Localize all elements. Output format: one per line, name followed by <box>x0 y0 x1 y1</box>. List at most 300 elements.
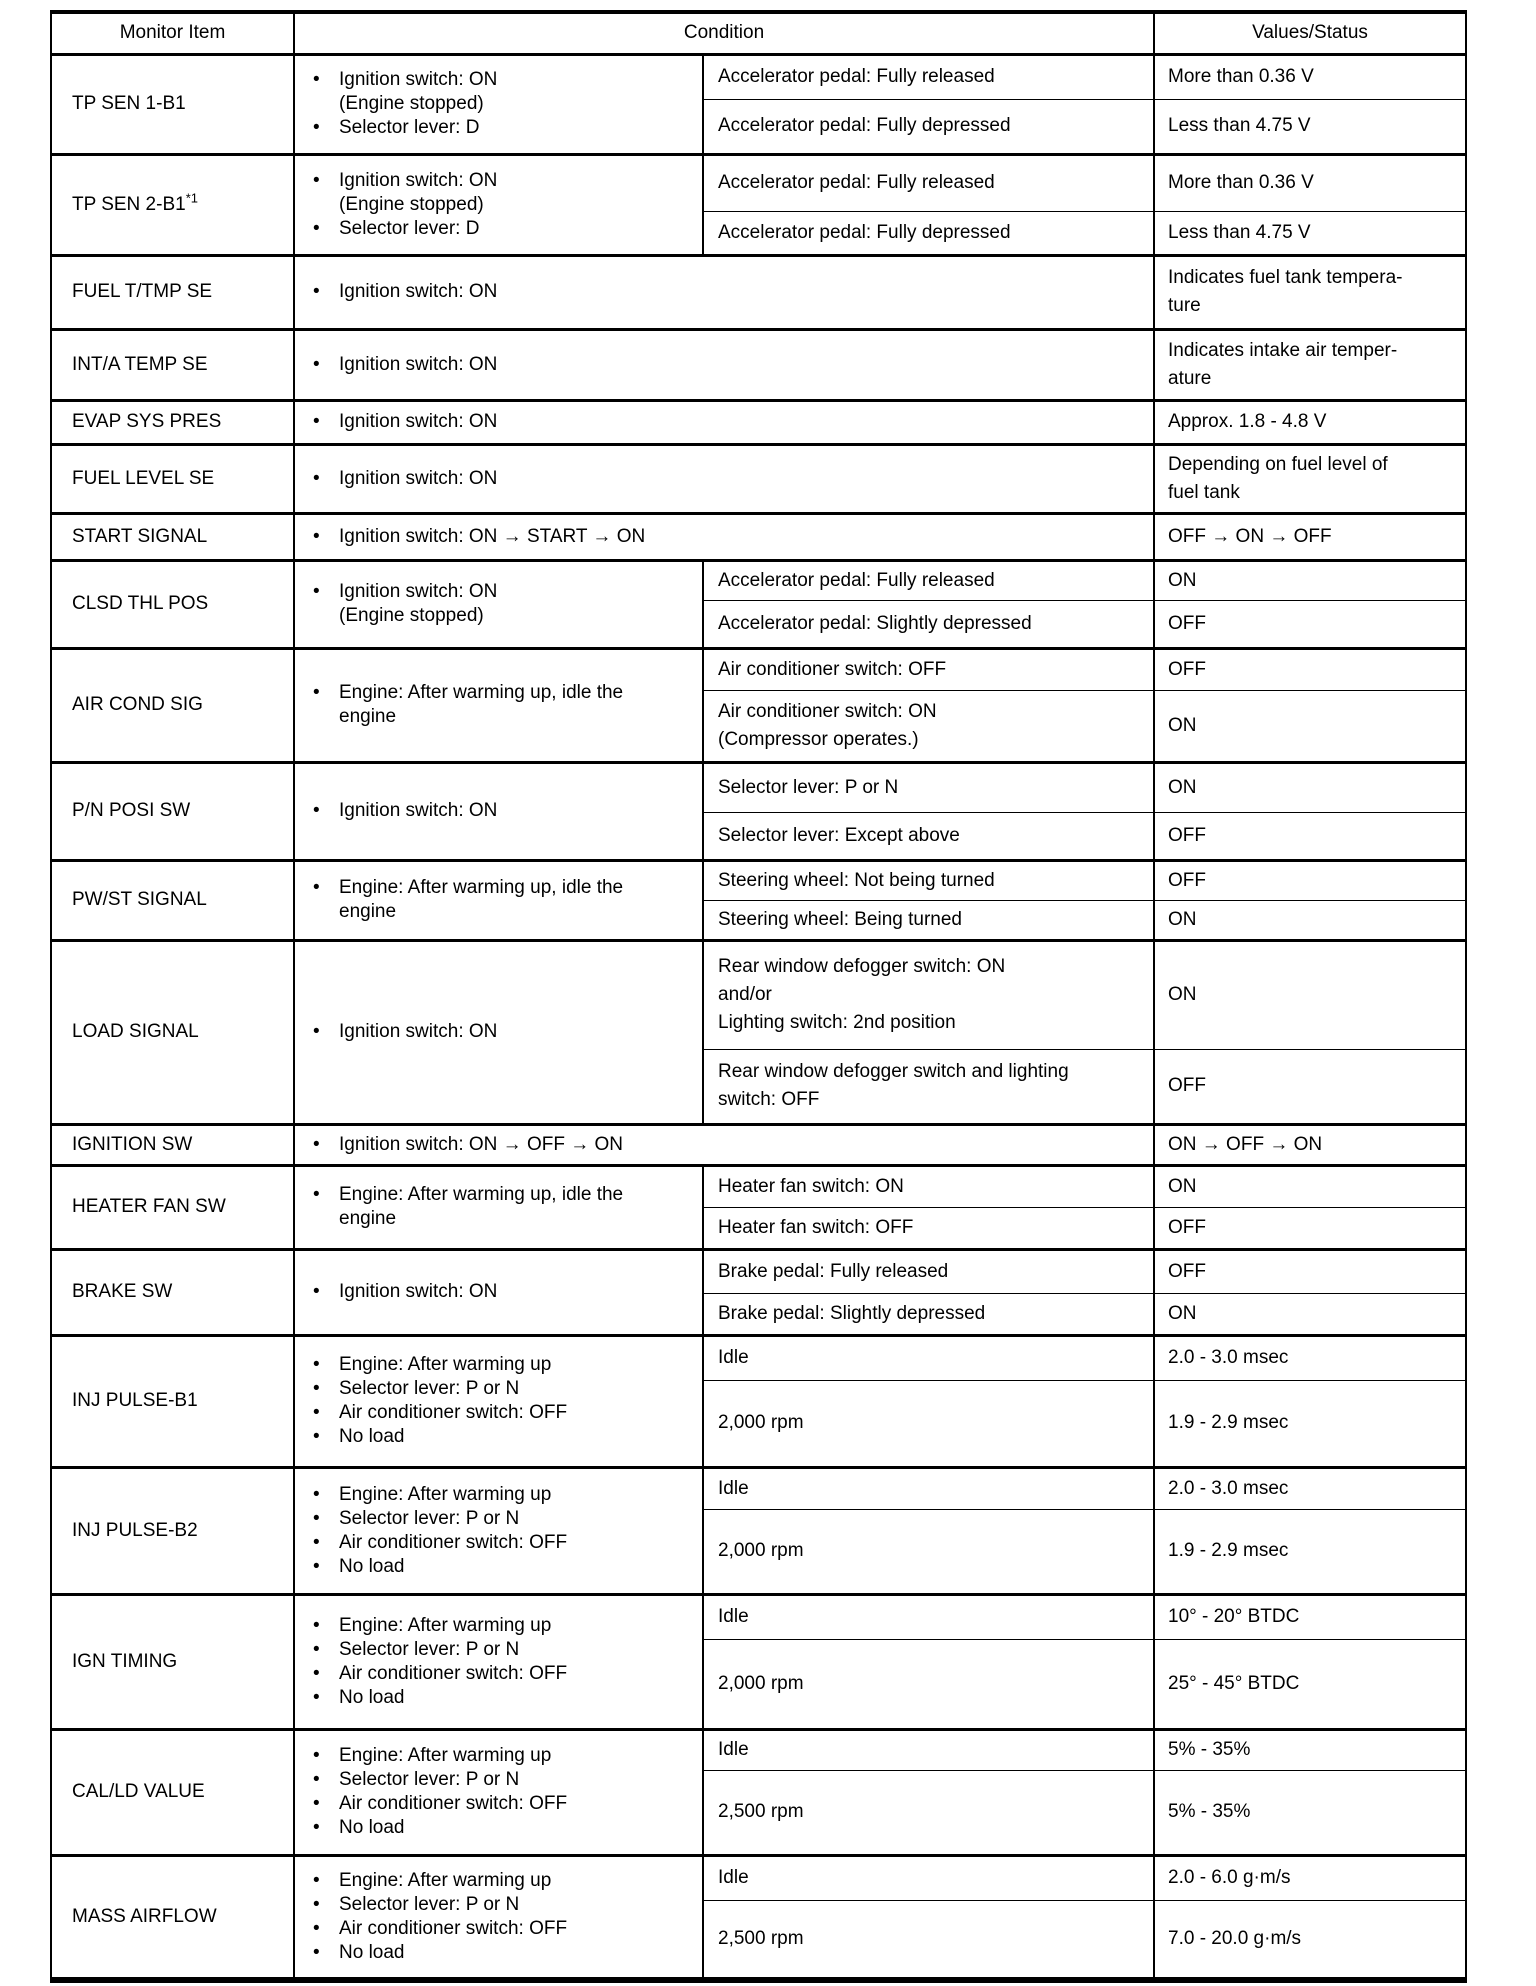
sub-condition-cell <box>703 940 1154 1049</box>
condition-text: No load <box>339 1686 405 1708</box>
monitor-item-cell <box>51 255 294 329</box>
condition-cell <box>294 444 1154 513</box>
sub-condition-line: Accelerator pedal: Slightly depressed <box>718 612 1032 634</box>
bullet-icon: • <box>313 1184 320 1205</box>
bullet-icon: • <box>313 1426 320 1447</box>
bullet-icon: • <box>313 467 320 489</box>
condition-text: Selector lever: P or N <box>339 1893 520 1915</box>
condition-text: Ignition switch: ON <box>339 69 498 90</box>
condition-line <box>311 1020 692 1044</box>
condition-text: Selector lever: P or N <box>339 1769 520 1790</box>
sub-condition-line: Accelerator pedal: Fully released <box>718 569 995 591</box>
sub-condition-line: Selector lever: P or N <box>718 776 899 798</box>
condition-line <box>311 280 1143 304</box>
condition-line <box>311 580 692 604</box>
sub-condition-cell <box>703 1049 1154 1124</box>
value-line: 5% - 35% <box>1168 1801 1251 1822</box>
sub-condition-cell <box>703 54 1154 99</box>
table-row <box>51 1729 1466 1770</box>
value-cell <box>1154 54 1466 99</box>
condition-line <box>311 1792 692 1816</box>
value-cell <box>1154 211 1466 255</box>
condition-text: Ignition switch: ON <box>339 800 498 821</box>
condition-line <box>311 1555 692 1579</box>
condition-text: engine <box>339 901 397 922</box>
condition-line <box>311 1686 692 1710</box>
monitor-item-label: HEATER FAN SW <box>72 1196 226 1217</box>
table-row <box>51 1594 1466 1639</box>
condition-line <box>311 1662 692 1686</box>
table-row <box>51 329 1466 400</box>
value-cell <box>1154 99 1466 154</box>
monitor-item-label: IGN TIMING <box>72 1650 178 1672</box>
condition-line <box>311 1507 692 1531</box>
value-cell <box>1154 1639 1466 1729</box>
monitor-item-cell <box>51 648 294 762</box>
table-row <box>51 1335 1466 1380</box>
value-line: OFF <box>1168 869 1206 891</box>
bullet-icon: • <box>313 1893 320 1915</box>
bullet-indent <box>311 92 339 116</box>
table-row <box>51 1124 1466 1165</box>
column-header-condition: Condition <box>294 12 1154 54</box>
value-line: Less than 4.75 V <box>1168 221 1311 243</box>
condition-line <box>311 1917 692 1941</box>
condition-cell <box>294 329 1154 400</box>
monitor-item-cell <box>51 513 294 560</box>
bullet-icon: • <box>313 353 320 375</box>
table-row <box>51 860 1466 900</box>
value-line: fuel tank <box>1168 481 1240 503</box>
bullet-icon: • <box>313 1793 320 1814</box>
condition-text: Ignition switch: ON <box>339 467 498 489</box>
bullet-icon: • <box>313 1817 320 1838</box>
sub-condition-cell <box>703 1639 1154 1729</box>
bullet-icon: • <box>313 69 320 90</box>
bullet-icon: • <box>313 1354 320 1375</box>
condition-text: Engine: After warming up <box>339 1614 552 1636</box>
value-line: ON → OFF → ON <box>1168 1133 1323 1155</box>
value-line: 7.0 - 20.0 g·m/s <box>1168 1927 1302 1949</box>
monitor-item-label: CAL/LD VALUE <box>72 1781 205 1802</box>
condition-text: Air conditioner switch: OFF <box>339 1917 568 1939</box>
bullet-icon: • <box>313 1614 320 1636</box>
sub-condition-line: 2,500 rpm <box>718 1801 804 1822</box>
value-line: Less than 4.75 V <box>1168 115 1311 136</box>
value-line: OFF <box>1168 1075 1206 1096</box>
condition-cell <box>294 1335 703 1467</box>
monitor-item-cell <box>51 1165 294 1249</box>
sub-condition-line: Idle <box>718 1739 749 1760</box>
value-cell <box>1154 1124 1466 1165</box>
value-line: ON <box>1168 569 1197 591</box>
condition-text: Selector lever: P or N <box>339 1638 520 1660</box>
bullet-icon: • <box>313 525 320 547</box>
value-cell <box>1154 1467 1466 1509</box>
condition-cell <box>294 154 703 255</box>
monitor-item-label: AIR COND SIG <box>72 694 203 715</box>
sub-condition-cell <box>703 1900 1154 1980</box>
value-line: 1.9 - 2.9 msec <box>1168 1412 1289 1433</box>
sub-condition-line: Accelerator pedal: Fully depressed <box>718 221 1011 243</box>
value-line: OFF <box>1168 612 1206 634</box>
value-line: 10° - 20° BTDC <box>1168 1606 1300 1627</box>
table-row <box>51 940 1466 1049</box>
value-line: OFF <box>1168 1260 1206 1282</box>
condition-line <box>311 1614 692 1638</box>
bullet-indent <box>311 705 339 729</box>
monitor-item-cell <box>51 54 294 154</box>
condition-text: Ignition switch: ON <box>339 353 498 375</box>
sub-condition-cell <box>703 1855 1154 1900</box>
sub-condition-line: Idle <box>718 1347 749 1368</box>
monitor-item-footnote-marker: *1 <box>185 190 198 206</box>
monitor-item-label: MASS AIRFLOW <box>72 1905 217 1927</box>
value-cell <box>1154 1335 1466 1380</box>
condition-text: No load <box>339 1817 405 1838</box>
sub-condition-line: 2,000 rpm <box>718 1672 804 1694</box>
value-cell <box>1154 1594 1466 1639</box>
condition-text: (Engine stopped) <box>339 93 484 114</box>
condition-line <box>311 1280 692 1304</box>
condition-text: Selector lever: P or N <box>339 1378 520 1399</box>
value-cell <box>1154 513 1466 560</box>
bullet-icon: • <box>313 217 320 239</box>
monitor-item-label: INT/A TEMP SE <box>72 353 208 375</box>
value-cell <box>1154 1165 1466 1207</box>
condition-line <box>311 1893 692 1917</box>
condition-cell <box>294 1165 703 1249</box>
table-body <box>51 54 1466 1980</box>
condition-text: Ignition switch: ON <box>339 1021 498 1042</box>
monitor-item-label: INJ PULSE-B1 <box>72 1390 198 1411</box>
bullet-icon: • <box>313 1483 320 1505</box>
bullet-icon: • <box>313 1869 320 1891</box>
condition-line <box>311 1638 692 1662</box>
table-row <box>51 1165 1466 1207</box>
monitor-item-cell <box>51 154 294 255</box>
monitor-item-label: PW/ST SIGNAL <box>72 889 207 910</box>
sub-condition-line: Brake pedal: Slightly depressed <box>718 1302 986 1324</box>
value-line: More than 0.36 V <box>1168 172 1314 193</box>
table-row <box>51 762 1466 812</box>
value-line: Approx. 1.8 - 4.8 V <box>1168 411 1327 432</box>
value-cell <box>1154 1207 1466 1249</box>
value-cell <box>1154 1293 1466 1335</box>
value-cell <box>1154 400 1466 444</box>
condition-cell <box>294 648 703 762</box>
value-cell <box>1154 1249 1466 1293</box>
value-line: ON <box>1168 776 1197 798</box>
value-line: ON <box>1168 1302 1197 1324</box>
table-row <box>51 154 1466 211</box>
condition-text: Engine: After warming up, idle the <box>339 877 624 898</box>
sub-condition-cell <box>703 560 1154 600</box>
bullet-icon: • <box>313 281 320 302</box>
condition-line <box>311 193 692 217</box>
condition-text: Selector lever: D <box>339 217 480 239</box>
condition-text: Selector lever: D <box>339 117 480 138</box>
value-cell <box>1154 255 1466 329</box>
bullet-icon: • <box>313 1133 320 1155</box>
condition-line <box>311 353 1143 377</box>
condition-cell <box>294 1124 1154 1165</box>
value-cell <box>1154 154 1466 211</box>
header-row <box>51 12 1466 54</box>
sub-condition-line: Rear window defogger switch: ON <box>718 956 1006 977</box>
column-header-monitor-item: Monitor Item <box>51 12 294 54</box>
monitor-item-label: INJ PULSE-B2 <box>72 1519 198 1541</box>
sub-condition-cell <box>703 1165 1154 1207</box>
sub-condition-cell <box>703 600 1154 648</box>
sub-condition-line: Brake pedal: Fully released <box>718 1260 949 1282</box>
condition-line <box>311 68 692 92</box>
condition-cell <box>294 860 703 940</box>
bullet-icon: • <box>313 1555 320 1577</box>
bullet-icon: • <box>313 1638 320 1660</box>
sub-condition-cell <box>703 1729 1154 1770</box>
sub-condition-cell <box>703 860 1154 900</box>
condition-cell <box>294 513 1154 560</box>
bullet-icon: • <box>313 117 320 138</box>
condition-text: Ignition switch: ON → OFF → ON <box>339 1133 623 1155</box>
sub-condition-line: Idle <box>718 1606 749 1627</box>
condition-text: Engine: After warming up <box>339 1745 552 1766</box>
value-line: 2.0 - 3.0 msec <box>1168 1347 1289 1368</box>
condition-cell <box>294 1249 703 1335</box>
condition-line <box>311 1353 692 1377</box>
condition-line <box>311 799 692 823</box>
bullet-icon: • <box>313 1769 320 1790</box>
value-cell <box>1154 560 1466 600</box>
value-line: ature <box>1168 367 1212 389</box>
bullet-icon: • <box>313 1686 320 1708</box>
sub-condition-line: Accelerator pedal: Fully released <box>718 172 995 193</box>
value-cell <box>1154 600 1466 648</box>
monitor-item-cell <box>51 400 294 444</box>
condition-line <box>311 1207 692 1231</box>
bullet-indent <box>311 1207 339 1231</box>
sub-condition-line: Accelerator pedal: Fully released <box>718 66 995 87</box>
sub-condition-cell <box>703 1770 1154 1855</box>
sub-condition-line: 2,000 rpm <box>718 1412 804 1433</box>
monitor-item-cell <box>51 1335 294 1467</box>
bullet-icon: • <box>313 1402 320 1423</box>
value-line: ON <box>1168 714 1197 736</box>
monitor-item-cell <box>51 329 294 400</box>
bullet-indent <box>311 604 339 628</box>
sub-condition-line: switch: OFF <box>718 1089 820 1110</box>
condition-line <box>311 410 1143 434</box>
value-line: Indicates fuel tank tempera- <box>1168 267 1403 288</box>
sub-condition-cell <box>703 1594 1154 1639</box>
bullet-icon: • <box>313 1745 320 1766</box>
condition-text: Engine: After warming up <box>339 1869 552 1891</box>
value-cell <box>1154 648 1466 690</box>
value-cell <box>1154 444 1466 513</box>
condition-text: engine <box>339 1208 397 1229</box>
table-row <box>51 1855 1466 1900</box>
value-line: 2.0 - 6.0 g·m/s <box>1168 1867 1291 1888</box>
condition-line <box>311 467 1143 491</box>
condition-line <box>311 1401 692 1425</box>
value-line: OFF <box>1168 824 1206 846</box>
bullet-icon: • <box>313 1021 320 1042</box>
value-line: ON <box>1168 984 1197 1005</box>
bullet-icon: • <box>313 1281 320 1302</box>
table-row <box>51 444 1466 513</box>
sub-condition-line: Heater fan switch: ON <box>718 1175 904 1197</box>
condition-text: No load <box>339 1426 405 1447</box>
value-line: Indicates intake air temper- <box>1168 339 1398 361</box>
condition-text: Ignition switch: ON → START → ON <box>339 525 646 547</box>
value-line: More than 0.36 V <box>1168 66 1314 87</box>
sub-condition-line: Idle <box>718 1477 749 1499</box>
condition-line <box>311 1425 692 1449</box>
bullet-icon: • <box>313 1941 320 1963</box>
value-cell <box>1154 1380 1466 1467</box>
condition-text: Engine: After warming up <box>339 1483 552 1505</box>
table-row <box>51 1467 1466 1509</box>
condition-cell <box>294 1467 703 1594</box>
condition-line <box>311 876 692 900</box>
bullet-icon: • <box>313 1917 320 1939</box>
monitor-item-cell <box>51 560 294 648</box>
value-cell <box>1154 1900 1466 1980</box>
monitor-table <box>50 10 1467 1983</box>
value-cell <box>1154 1509 1466 1594</box>
condition-line <box>311 217 692 241</box>
sub-condition-cell <box>703 690 1154 762</box>
sub-condition-line: Accelerator pedal: Fully depressed <box>718 115 1011 136</box>
condition-text: Ignition switch: ON <box>339 169 498 191</box>
condition-text: Engine: After warming up <box>339 1354 552 1375</box>
sub-condition-cell <box>703 1380 1154 1467</box>
value-cell <box>1154 1729 1466 1770</box>
column-header-values-status: Values/Status <box>1154 12 1466 54</box>
monitor-item-label: P/N POSI SW <box>72 800 191 821</box>
condition-text: Air conditioner switch: OFF <box>339 1662 568 1684</box>
sub-condition-cell <box>703 1249 1154 1293</box>
sub-condition-cell <box>703 1509 1154 1594</box>
value-line: ture <box>1168 295 1201 316</box>
condition-text: Ignition switch: ON <box>339 411 498 432</box>
value-line: 1.9 - 2.9 msec <box>1168 1540 1289 1561</box>
condition-line <box>311 1869 692 1893</box>
monitor-item-cell <box>51 1249 294 1335</box>
bullet-icon: • <box>313 1507 320 1529</box>
sub-condition-cell <box>703 812 1154 860</box>
condition-line <box>311 169 692 193</box>
table-row <box>51 255 1466 329</box>
condition-text: Air conditioner switch: OFF <box>339 1531 568 1553</box>
monitor-item-label: TP SEN 2-B1 <box>72 193 186 215</box>
bullet-icon: • <box>313 800 320 821</box>
value-line: OFF <box>1168 1216 1206 1238</box>
monitor-item-label: IGNITION SW <box>72 1133 193 1155</box>
condition-text: No load <box>339 1555 405 1577</box>
monitor-item-cell <box>51 1594 294 1729</box>
monitor-item-cell <box>51 762 294 860</box>
value-cell <box>1154 900 1466 940</box>
sub-condition-cell <box>703 762 1154 812</box>
monitor-item-cell <box>51 940 294 1124</box>
value-cell <box>1154 1049 1466 1124</box>
monitor-item-label: EVAP SYS PRES <box>72 411 222 432</box>
value-cell <box>1154 1855 1466 1900</box>
monitor-item-cell <box>51 1855 294 1980</box>
table-row <box>51 513 1466 560</box>
condition-cell <box>294 255 1154 329</box>
sub-condition-cell <box>703 900 1154 940</box>
value-line: ON <box>1168 908 1197 930</box>
value-line: ON <box>1168 1175 1197 1197</box>
bullet-icon: • <box>313 877 320 898</box>
table-row <box>51 560 1466 600</box>
sub-condition-line: (Compressor operates.) <box>718 728 919 750</box>
condition-cell <box>294 1729 703 1855</box>
sub-condition-line: Air conditioner switch: ON <box>718 700 937 722</box>
sub-condition-line: Rear window defogger switch and lighting <box>718 1061 1069 1082</box>
condition-cell <box>294 762 703 860</box>
value-cell <box>1154 860 1466 900</box>
condition-text: Air conditioner switch: OFF <box>339 1793 568 1814</box>
condition-text: (Engine stopped) <box>339 193 484 215</box>
condition-line <box>311 681 692 705</box>
condition-line <box>311 1816 692 1840</box>
table-row <box>51 1249 1466 1293</box>
sub-condition-cell <box>703 1207 1154 1249</box>
sub-condition-cell <box>703 1335 1154 1380</box>
value-cell <box>1154 940 1466 1049</box>
condition-line <box>311 1183 692 1207</box>
condition-text: engine <box>339 706 397 727</box>
condition-text: Ignition switch: ON <box>339 1281 498 1302</box>
sub-condition-cell <box>703 1467 1154 1509</box>
condition-cell <box>294 940 703 1124</box>
condition-text: No load <box>339 1941 405 1963</box>
monitor-item-cell <box>51 1124 294 1165</box>
sub-condition-line: Heater fan switch: OFF <box>718 1216 914 1238</box>
value-cell <box>1154 812 1466 860</box>
sub-condition-line: 2,500 rpm <box>718 1927 804 1949</box>
condition-line <box>311 604 692 628</box>
condition-text: (Engine stopped) <box>339 605 484 626</box>
condition-line <box>311 900 692 924</box>
table-row <box>51 648 1466 690</box>
bullet-icon: • <box>313 581 320 602</box>
sub-condition-line: Steering wheel: Not being turned <box>718 869 995 891</box>
table-row <box>51 400 1466 444</box>
monitor-item-label: TP SEN 1-B1 <box>72 93 186 114</box>
bullet-indent <box>311 193 339 217</box>
bullet-icon: • <box>313 169 320 191</box>
condition-line <box>311 1768 692 1792</box>
sub-condition-line: and/or <box>718 984 772 1005</box>
sub-condition-line: Idle <box>718 1867 749 1888</box>
condition-text: Selector lever: P or N <box>339 1507 520 1529</box>
value-line: 5% - 35% <box>1168 1739 1251 1760</box>
monitor-item-label: FUEL LEVEL SE <box>72 467 215 489</box>
value-line: OFF <box>1168 658 1206 680</box>
bullet-icon: • <box>313 1531 320 1553</box>
bullet-icon: • <box>313 1378 320 1399</box>
sub-condition-line: Air conditioner switch: OFF <box>718 658 947 680</box>
monitor-item-cell <box>51 860 294 940</box>
condition-line <box>311 1377 692 1401</box>
sub-condition-line: Selector lever: Except above <box>718 824 960 846</box>
value-cell <box>1154 762 1466 812</box>
